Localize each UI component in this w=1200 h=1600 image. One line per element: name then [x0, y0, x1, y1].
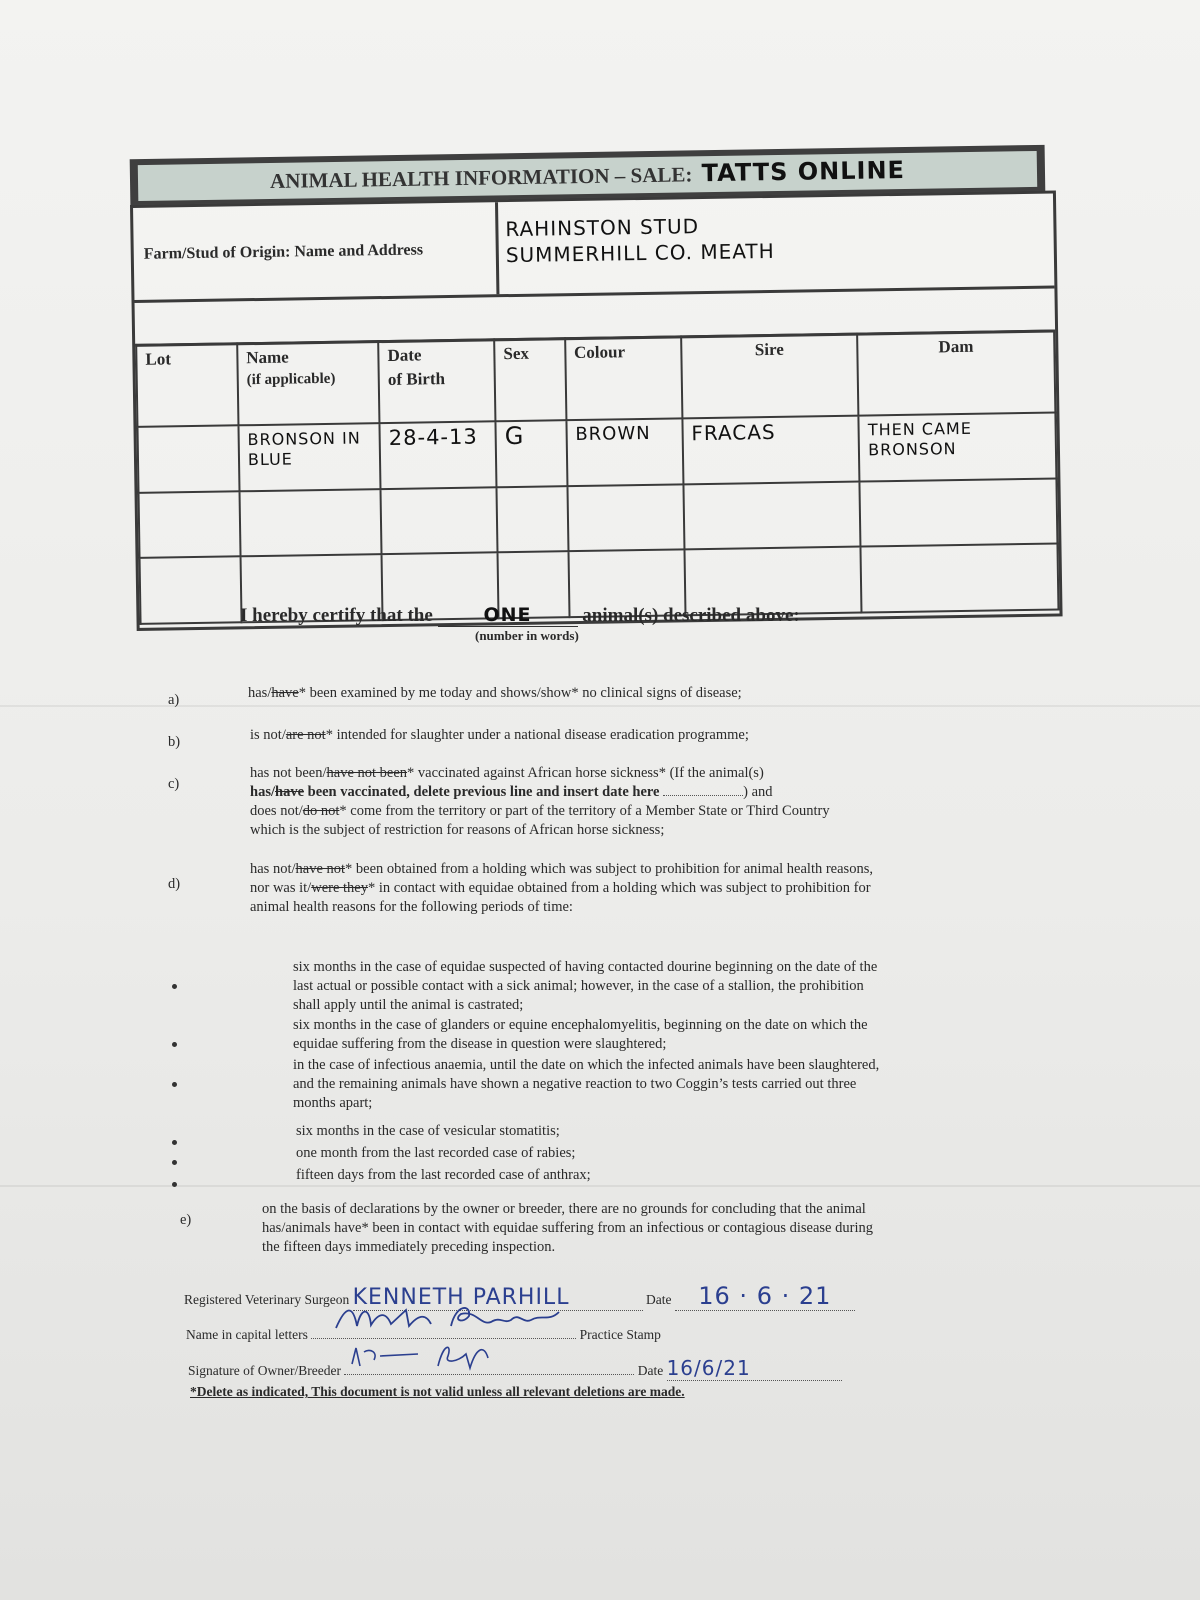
owner-date-label: Date [637, 1363, 664, 1378]
clause-d-letter: d) [168, 876, 181, 892]
owner-label: Signature of Owner/Breeder [188, 1363, 341, 1378]
vet-label: Registered Veterinary Surgeon [184, 1292, 350, 1307]
table-header-row [136, 331, 1055, 428]
practice-stamp-label: Practice Stamp [579, 1327, 661, 1342]
cell-sex [497, 486, 569, 553]
bullet-dourine: six months in the case of equidae suspected of having contacted dourine beginning on the date of the last actual or possible contact with a sick animal; however, in the case of a stallion, the prohibition shall apply until the animal is castrated; [293, 959, 878, 1013]
horse-details-table [135, 329, 1059, 624]
clause-e: on the basis of declarations by the owner or breeder, there are no grounds for concluding that the animal has/animals have* been in contact with equidae suffering from an infectious or contagious disease during the fifteen days immediately preceding inspection. [262, 1201, 873, 1255]
cell-lot [140, 557, 242, 624]
col-dob: Date of Birth [378, 339, 495, 423]
vet-signature [331, 1300, 591, 1334]
cell-colour: BROWN [566, 419, 683, 486]
bullet-dot [172, 1082, 177, 1087]
clause-b-letter: b) [168, 734, 181, 750]
cell-dob: 28-4-13 [380, 422, 497, 489]
cell-name: BRONSON IN BLUE [238, 424, 380, 492]
certify-prefix: I hereby certify that the [240, 605, 433, 626]
owner-signature-line [344, 1358, 634, 1375]
paper-fold [0, 705, 1200, 707]
form-title: ANIMAL HEALTH INFORMATION – SALE: [269, 162, 693, 193]
vet-date: 16 · 6 · 21 [675, 1282, 855, 1311]
bullet-anaemia: in the case of infectious anaemia, until the date on which the infected animals have been slaughtered, and the remaining animals have shown a negative reaction to two Coggin’s tests carried out three months apart; [293, 1057, 880, 1111]
vet-date-label: Date [645, 1292, 672, 1307]
capital-name-label: Name in capital letters [186, 1327, 308, 1342]
certify-line [240, 604, 800, 627]
bullet-dot [172, 1160, 177, 1165]
owner-signature [348, 1338, 528, 1372]
col-name: Name (if applicable) [237, 341, 379, 426]
cell-lot [139, 491, 241, 558]
cell-sire [683, 482, 861, 550]
cell-lot [137, 426, 239, 493]
paper-fold [0, 1185, 1200, 1187]
cell-dam [861, 544, 1059, 613]
bullet-anthrax: fifteen days from the last recorded case of anthrax; [296, 1167, 591, 1183]
sale-name: TATTS ONLINE [701, 156, 906, 188]
number-hint: (number in words) [475, 628, 579, 643]
clause-a-letter: a) [168, 692, 180, 708]
clause-b: is not/are not* intended for slaughter under a national disease eradication programme; [250, 727, 749, 743]
cell-dam [860, 478, 1058, 547]
clause-e-letter: e) [180, 1212, 192, 1228]
bullet-dot [172, 1182, 177, 1187]
cell-sex: G [496, 421, 568, 488]
animal-table [130, 190, 1063, 630]
origin-divider [495, 202, 499, 294]
bullet-dot [172, 1140, 177, 1145]
bullet-stomatitis: six months in the case of vesicular stomatitis; [296, 1123, 560, 1139]
owner-row [188, 1356, 842, 1381]
certify-suffix: animal(s) described above: [582, 605, 800, 626]
footnote: *Delete as indicated, This document is not valid unless all relevant deletions are made. [190, 1384, 685, 1399]
col-lot: Lot [136, 343, 238, 427]
bullet-rabies: one month from the last recorded case of rabies; [296, 1145, 576, 1161]
owner-date: 16/6/21 [667, 1356, 842, 1381]
cell-name [239, 489, 381, 557]
bullet-glanders: six months in the case of glanders or equine encephalomyelitis, beginning on the date on which the equidae suffering from the disease in question were slaughtered; [293, 1017, 868, 1052]
vet-name: KENNETH PARHILL [353, 1285, 643, 1311]
col-dam: Dam [857, 331, 1055, 417]
col-sex: Sex [494, 338, 566, 422]
bullet-dot [172, 1042, 177, 1047]
cell-dob [381, 487, 498, 554]
bullet-dot [172, 984, 177, 989]
clause-c-letter: c) [168, 776, 180, 792]
origin-label: Farm/Stud of Origin: Name and Address [143, 241, 424, 263]
origin-line-1: RAHINSTON STUD [505, 214, 700, 242]
cell-sire: FRACAS [682, 416, 860, 484]
origin-row [133, 194, 1054, 303]
clause-c: has not been/have not been* vaccinated against African horse sickness* (If the animal(s) has/have been vaccinated, delete previous line and insert date here ) and does not/do not* come from the territory or part of the territory of a Member State or Third Country which is the subject of restriction for reasons of African horse sickness; [250, 765, 830, 838]
certify-number: ONE [438, 604, 578, 627]
cell-dam: THEN CAME BRONSON [859, 413, 1057, 482]
origin-value [505, 212, 775, 268]
col-sire: Sire [681, 334, 859, 419]
clause-d: has not/have not* been obtained from a holding which was subject to prohibition for animal health reasons, nor was it/were they* in contact with equidae obtained from a holding which was subject to prohibition for animal health reasons for the following periods of time: [250, 861, 873, 915]
col-colour: Colour [565, 336, 682, 420]
clause-a: has/have* been examined by me today and shows/show* no clinical signs of disease; [248, 685, 742, 701]
origin-line-2: SUMMERHILL CO. MEATH [505, 238, 775, 268]
vet-signature-line [311, 1322, 576, 1339]
cell-colour [567, 484, 684, 551]
